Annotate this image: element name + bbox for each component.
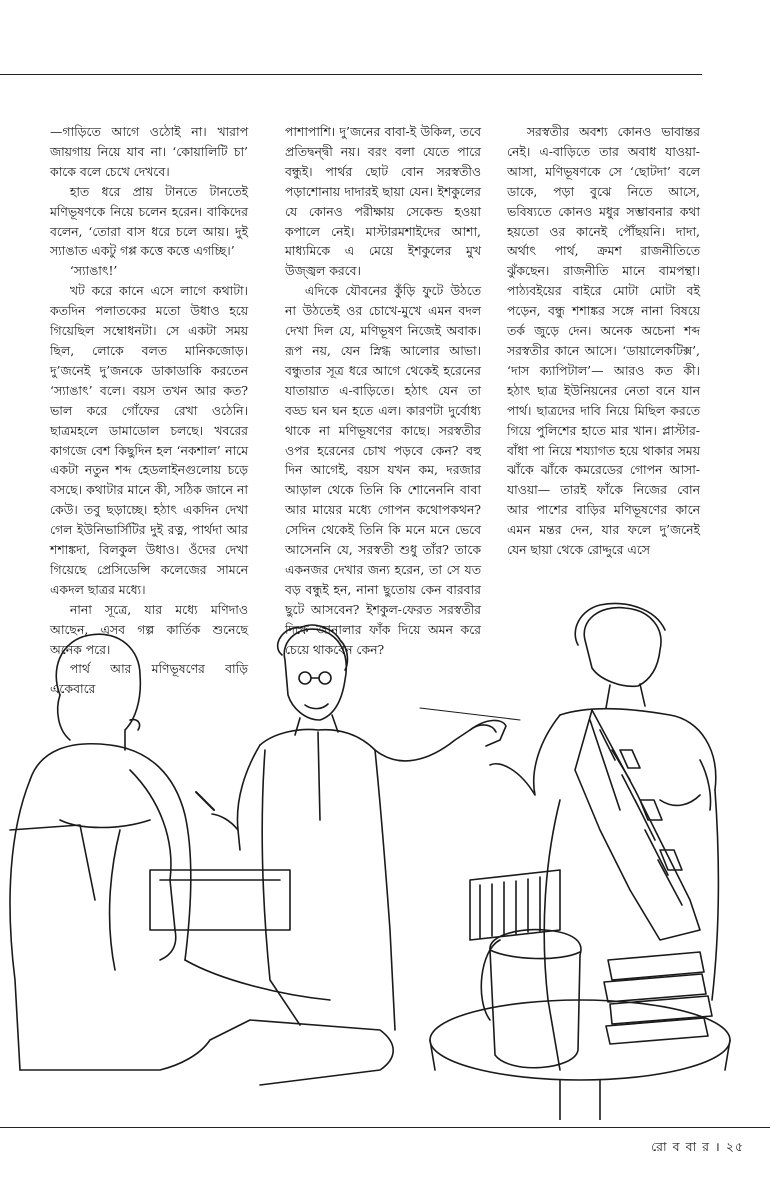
paragraph: পাশাপাশি। দু’জনের বাবা-ই উকিল, তবে প্রতিদ্বন্দ্বী নয়। বরং বলা যেতে পারে বন্ধুই। পার্থর ছোট বোন সরস্বতীও পড়াশোনায় দাদারই ছায়া যেন। ইশকুলের যে কোনও পরীক্ষায় সেকেন্ড হওয়া কপালে নেই। মাস্টারমশাইদের আশা, মাধ্যমিকে এ মেয়ে ইশকুলের মুখ উজ্জ্বল করবে। — [285, 124, 481, 279]
paragraph: ‘স্যাঙাৎ!’ — [69, 263, 118, 279]
paragraph: —গাড়িতে আগে ওঠোই না। খারাপ জায়গায় নিয়ে যাব না। ‘কোয়ালিটি চা’ কাকে বলে চেখে দেখবে। — [50, 124, 248, 179]
page-footer — [651, 1138, 744, 1159]
paragraph: নানা সূত্রে, যার মধ্যে মণিদাও আছেন, এসব গল্প কার্তিক শুনেছে অনেক পরে। — [50, 601, 248, 657]
top-rule — [0, 74, 702, 75]
story-illustration — [0, 600, 770, 1120]
desk-and-cabinet — [10, 825, 290, 930]
text-column-2 — [285, 122, 481, 659]
paragraph: খট করে কানে এসে লাগে কথাটা। কতদিন পলাতকের মতো উধাও হয়ে গিয়েছিল সম্বোধনটা। সে একটা সময় ছিল, লোকে বলত মানিকজোড়। দু’জনেই দু’জনকে ডাকাডাকি করতেন ‘স্যাঙাৎ’ বলে। বয়স তখন আর কত? ভাল করে গোঁফের রেখা ওঠেনি। ছাত্রমহলে ডামাডোল চলছে। খবরের কাগজে বেশ কিছুদিন হল ‘নকশাল’ নামে একটা নতুন শব্দ হেডলাইনগুলোয় চড়ে বসছে। কথাটার মানে কী, সঠিক জানে না কেউ। তবু ছড়াচ্ছে। হঠাৎ একদিন দেখা গেল ইউনিভার্সিটির দুই রত্ন, পার্থদা আর শশাঙ্কদা, বিলকুল উধাও। ওঁদের দেখা গিয়েছে প্রেসিডেন্সি কলেজের সামনে একদল ছাত্রর মধ্যে। — [50, 283, 248, 597]
paragraph: পার্থ আর মণিভূষণের বাড়ি একেবারে — [50, 661, 248, 697]
bottom-rule — [0, 1127, 770, 1128]
page-number: ২৫ — [725, 1139, 744, 1154]
seated-man-left — [10, 634, 393, 1085]
thermos-jug — [481, 930, 581, 1068]
paragraph: হাত ধরে প্রায় টানতে টানতেই মণিভূষণকে নিয়ে চলেন হরেন। বাকিদের বলেন, ‘তোরা বাস ধরে চলে আয়। দুই স্যাঙাত একটু গপ্প কত্তে কত্তে এগচ্ছি।’ — [50, 183, 248, 259]
footer-separator: । — [715, 1139, 721, 1154]
magazine-name: রো ব বা র — [651, 1139, 711, 1154]
book-stacks — [470, 870, 712, 1044]
paragraph: এদিকে যৌবনের কুঁড়ি ফুটে উঠতে না উঠতেই ওর চোখে-মুখে এমন বদল দেখা দিল যে, মণিভূষণ নিজেই অবাক। রূপ নয়, যেন স্নিগ্ধ আলোর আভা। বন্ধুতার সূত্র ধরে আগে থেকেই হরেনের যাতায়াত এ-বাড়িতে। হঠাৎ যেন তা বড্ড ঘন ঘন হতে এল। কারণটা দুর্বোধ্য থাকে না মণিভূষণের কাছে। সরস্বতীর ওপর হরেনের চোখ পড়বে কেন? বহু দিন আগেই, বয়স যখন কম, দরজার আড়াল থেকে তিনি কি শোনেননি বাবা আর মায়ের মধ্যে গোপন কথোপকথন? সেদিন থেকেই তিনি কি মনে মনে ভেবে আসেননি যে, সরস্বতী শুধু তাঁর? তাকে একনজর দেখার জন্য হরেন, তা সে যত বড় বন্ধুই হন, নানা ছুতোয় কেন বারবার ছুটে আসবেন? ইশকুল-ফেরত সরস্বতীর দিকে জানালার ফাঁক দিয়ে অমন করে চেয়ে থাকবেন কেন? — [285, 283, 481, 657]
paragraph: সরস্বতীর অবশ্য কোনও ভাবান্তর নেই। এ-বাড়িতে তার অবাধ যাওয়া-আসা, মণিভূষণকে সে ‘ছোটদা’ বলে ডাকে, পড়া বুঝে নিতে আসে, ভবিষ্যতে কোনও মধুর সম্ভাবনার কথা হয়তো ওর কানেই পৌঁছয়নি। দাদা, অর্থাৎ পার্থ, ক্রমশ রাজনীতিতে ঝুঁকছেন। রাজনীতি মানে বামপন্থা। পাঠ্যবইয়ের বাইরে মোটা মোটা বই পড়েন, বন্ধু শশাঙ্কর সঙ্গে নানা বিষয়ে তর্ক জুড়ে দেন। অনেক অচেনা শব্দ সরস্বতীর কানে আসে। ‘ডায়ালেকটিক্স’, ‘দাস ক্যাপিটাল’— আরও কত কী। হঠাৎ ছাত্র ইউনিয়নের নেতা বনে যান পার্থ। ছাত্রদের দাবি নিয়ে মিছিল করতে গিয়ে পুলিশের হাতে মার খান। প্লাস্টার-বাঁধা পা নিয়ে শয্যাগত হয়ে থাকার সময় ঝাঁকে ঝাঁকে কমরেডের গোপন আসা-যাওয়া— তারই ফাঁকে নিজের বোন আর পাশের বাড়ির মণিভূষণের কানে এমন মন্তর দেন, যার ফলে দু’জনেই যেন ছায়া থেকে রোদ্দুরে এসে — [507, 124, 700, 558]
standing-man-center — [196, 625, 520, 1030]
text-column-3 — [507, 122, 700, 560]
